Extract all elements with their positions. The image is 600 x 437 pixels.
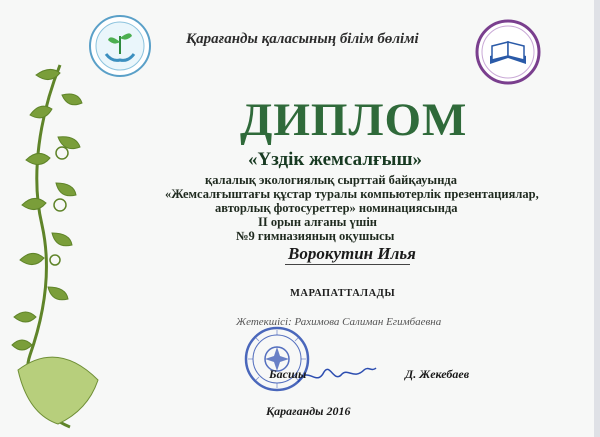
- place-line: II орын алғаны үшін: [258, 215, 378, 229]
- recipient-underline: [285, 264, 410, 265]
- category-line-2: авторлық фотосуреттер» номинациясында: [215, 201, 458, 215]
- recipient-name: Ворокутин Илья: [288, 244, 416, 263]
- department-header: Қарағанды қаласының білім бөлімі: [186, 31, 419, 47]
- diploma-title: ДИПЛОМ: [240, 94, 468, 146]
- book-logo-icon: [470, 16, 546, 86]
- head-label: Басшы: [269, 367, 307, 381]
- awarded-text: МАРАПАТТАЛАДЫ: [290, 288, 396, 299]
- signature-icon: [294, 360, 380, 390]
- category-line-1: «Жемсалғыштағы құстар туралы компьютерлік презентациялар,: [165, 187, 539, 201]
- vine-ornament: [0, 55, 110, 437]
- nomination-title: «Үздік жемсалғыш»: [248, 149, 422, 170]
- page-edge: [594, 0, 600, 437]
- head-name: Д. Жекебаев: [405, 367, 470, 381]
- school-line: №9 гимназияның оқушысы: [236, 229, 395, 243]
- ecology-logo-icon: [88, 14, 152, 78]
- mentor-line: Жетекшісі: Рахимова Салиман Егимбаевна: [236, 316, 442, 328]
- place-year: Қарағанды 2016: [266, 404, 351, 418]
- contest-line: қалалық экологиялық сырттай байқауында: [205, 173, 457, 187]
